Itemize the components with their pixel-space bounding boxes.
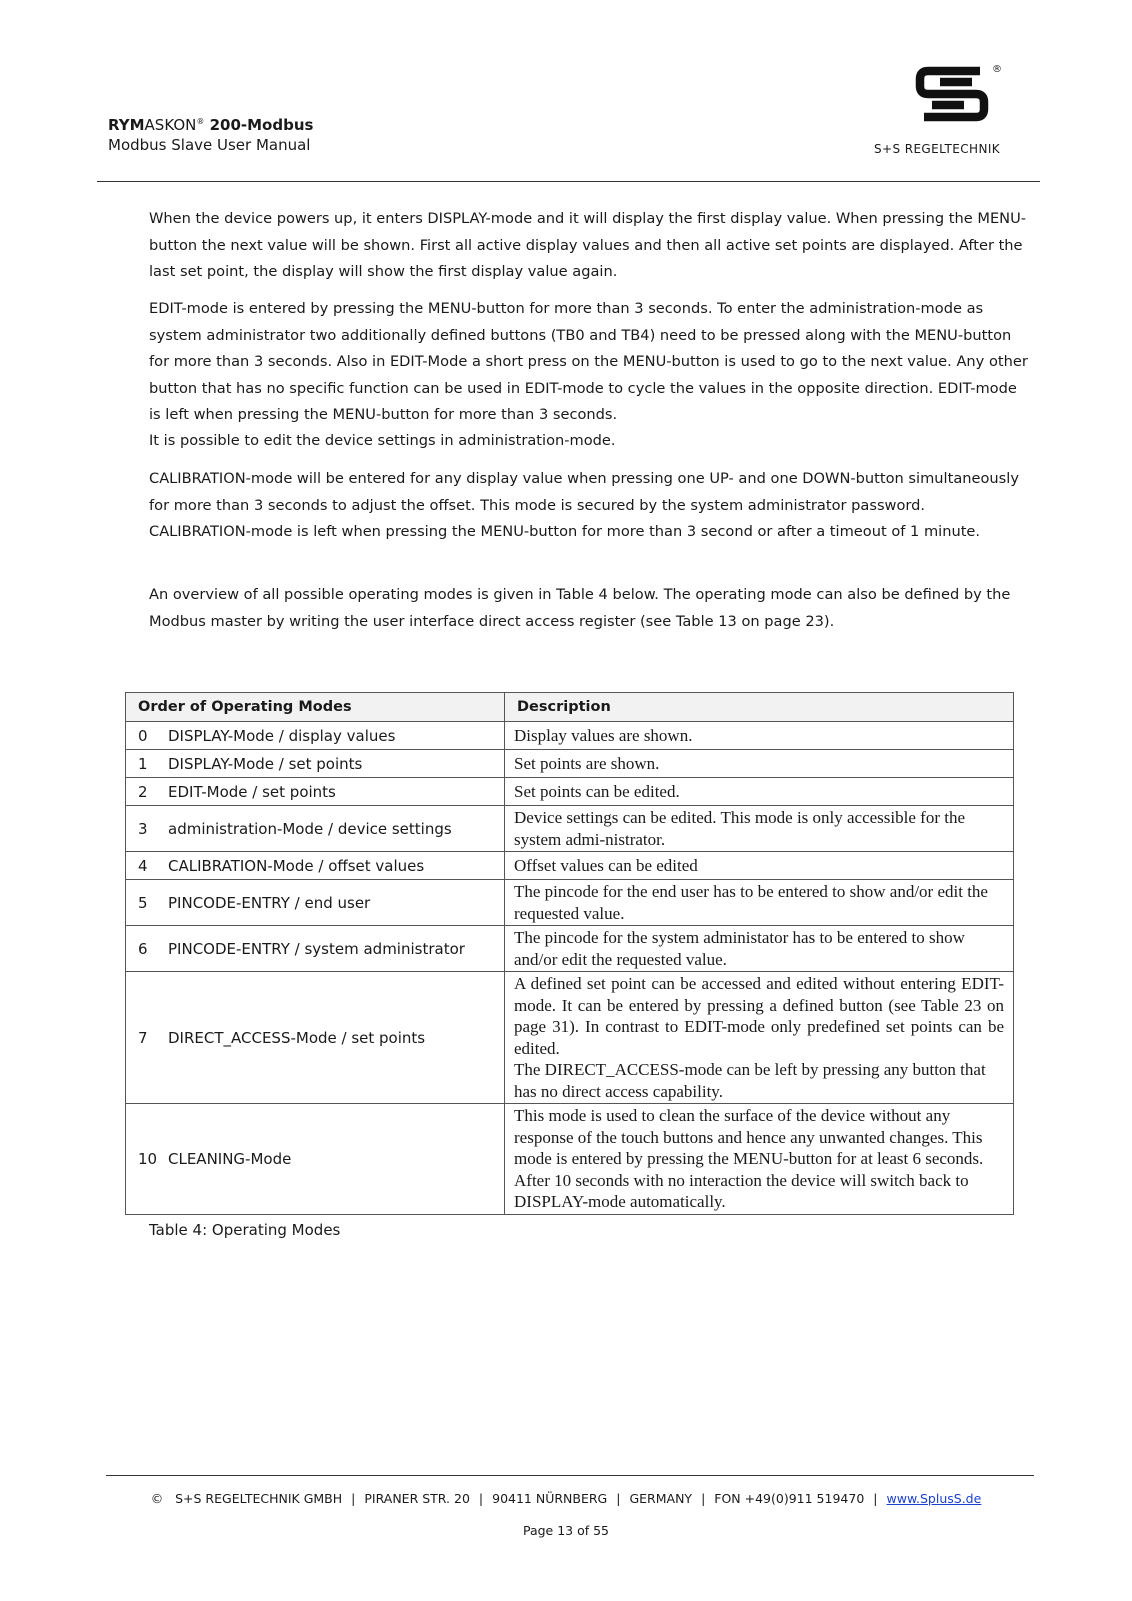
- table-row: [126, 778, 1014, 806]
- company-logo: [874, 62, 1034, 162]
- mode-number: 10: [138, 1149, 158, 1168]
- header-divider: [97, 181, 1040, 182]
- mode-name: administration-Mode / device settings: [168, 819, 452, 838]
- footer-separator: |: [616, 1491, 621, 1506]
- mode-number: 1: [138, 754, 148, 773]
- paragraph-overview: An overview of all possible operating modes is given in Table 4 below. The operating mode can also be defined by the Modbus master by writing the user interface direct access register (see Table 13 on page 23).: [149, 586, 1011, 630]
- mode-description-part2: The DIRECT_ACCESS-mode can be left by pressing any button that has no direct access capability.: [514, 1060, 986, 1101]
- mode-name: PINCODE-ENTRY / end user: [168, 893, 371, 912]
- table-header-row: [126, 693, 1014, 722]
- mode-description: Offset values can be edited: [505, 852, 1014, 880]
- mode-description: [505, 972, 1014, 1104]
- mode-cell: [126, 972, 505, 1104]
- paragraph-display-mode: When the device powers up, it enters DISPLAY-mode and it will display the first display value. When pressing the MENU-button the next value will be shown. First all active display values and then all active set points are displayed. After the last set point, the display will show the first display value again.: [149, 210, 1027, 280]
- mode-description-part1: A defined set point can be accessed and edited without entering EDIT-mode. It can be entered by pressing a defined button (see Table 23 on page 31). In contrast to EDIT-mode only predefined set points can be edited.: [514, 974, 1004, 1058]
- brand-model: 200-Modbus: [204, 116, 314, 134]
- footer-phone: FON +49(0)911 519470: [714, 1491, 865, 1506]
- table-row: [126, 750, 1014, 778]
- mode-description: This mode is used to clean the surface of the device without any response of the touch buttons and hence any unwanted changes. This mode is entered by pressing the MENU-button for at least 6 seconds. After 10 seconds with no interaction the device will switch back to DISPLAY-mode automatically.: [505, 1104, 1014, 1215]
- mode-name: DIRECT_ACCESS-Mode / set points: [168, 1028, 426, 1047]
- mode-number: 3: [138, 819, 148, 838]
- footer-separator: |: [873, 1491, 878, 1506]
- table-row: [126, 926, 1014, 972]
- page-number: Page 13 of 55: [522, 1523, 610, 1538]
- mode-cell: [126, 750, 505, 778]
- table-caption: Table 4: Operating Modes: [149, 1221, 341, 1239]
- mode-description: Display values are shown.: [505, 722, 1014, 750]
- mode-number: 5: [138, 893, 148, 912]
- mode-number: 7: [138, 1028, 148, 1047]
- ss-logo-icon: [914, 62, 990, 126]
- mode-description: Set points can be edited.: [505, 778, 1014, 806]
- mode-cell: [126, 806, 505, 852]
- paragraph-admin-mode: It is possible to edit the device settings in administration-mode.: [149, 432, 616, 449]
- table-row: [126, 1104, 1014, 1215]
- mode-cell: [126, 852, 505, 880]
- mode-cell: [126, 778, 505, 806]
- table-row: [126, 852, 1014, 880]
- paragraph-calibration-mode: CALIBRATION-mode will be entered for any display value when pressing one UP- and one DOWN-button simultaneously for more than 3 seconds to adjust the offset. This mode is secured by the system administrator password. CALIBRATION-mode is left when pressing the MENU-button for more than 3 second or after a timeout of 1 minute.: [149, 470, 1019, 540]
- table-row: [126, 722, 1014, 750]
- copyright-symbol: ©: [150, 1491, 164, 1506]
- operating-modes-table: [125, 692, 1014, 1215]
- footer-country: GERMANY: [629, 1491, 693, 1506]
- table-row: [126, 806, 1014, 852]
- mode-number: 6: [138, 939, 148, 958]
- mode-cell: [126, 722, 505, 750]
- column-header-description: Description: [505, 693, 1014, 722]
- mode-number: 0: [138, 726, 148, 745]
- brand-rym: RYM: [108, 116, 145, 134]
- mode-description: Set points are shown.: [505, 750, 1014, 778]
- mode-cell: [126, 926, 505, 972]
- footer-street: PIRANER STR. 20: [364, 1491, 470, 1506]
- mode-cell: [126, 880, 505, 926]
- mode-name: EDIT-Mode / set points: [168, 782, 336, 801]
- mode-name: CALIBRATION-Mode / offset values: [168, 856, 425, 875]
- footer-city: 90411 NÜRNBERG: [492, 1491, 608, 1506]
- logo-registered-mark: ®: [992, 64, 1002, 75]
- footer-company: S+S REGELTECHNIK GMBH: [175, 1491, 343, 1506]
- mode-name: DISPLAY-Mode / set points: [168, 754, 363, 773]
- mode-number: 4: [138, 856, 148, 875]
- table-row: [126, 972, 1014, 1104]
- mode-name: CLEANING-Mode: [168, 1149, 292, 1168]
- mode-description: The pincode for the system administator has to be entered to show and/or edit the requested value.: [505, 926, 1014, 972]
- logo-text: S+S REGELTECHNIK: [874, 142, 1001, 156]
- mode-description: Device settings can be edited. This mode is only accessible for the system admi-nistrator.: [505, 806, 1014, 852]
- mode-cell: [126, 1104, 505, 1215]
- brand-askon: ASKON: [144, 116, 197, 134]
- table-row: [126, 880, 1014, 926]
- document-title: [108, 112, 313, 135]
- footer-separator: |: [701, 1491, 706, 1506]
- footer-separator: |: [478, 1491, 484, 1506]
- footer-divider: [106, 1475, 1034, 1476]
- paragraph-edit-mode: EDIT-mode is entered by pressing the MENU-button for more than 3 seconds. To enter the administration-mode as system administrator two additionally defined buttons (TB0 and TB4) need to be pressed along with the MENU-button for more than 3 seconds. Also in EDIT-Mode a short press on the MENU-button is used to go to the next value. Any other button that has no specific function can be used in EDIT-mode to cycle the values in the opposite direction. EDIT-mode is left when pressing the MENU-button for more than 3 seconds.: [149, 300, 1028, 423]
- footer-website-link[interactable]: www.SplusS.de: [886, 1491, 982, 1506]
- mode-name: DISPLAY-Mode / display values: [168, 726, 396, 745]
- mode-number: 2: [138, 782, 148, 801]
- page-footer: [0, 1491, 1132, 1506]
- document-subtitle: Modbus Slave User Manual: [108, 136, 311, 154]
- brand-registered-mark: ®: [196, 117, 205, 126]
- footer-separator: |: [351, 1491, 356, 1506]
- mode-name: PINCODE-ENTRY / system administrator: [168, 939, 465, 958]
- mode-description: The pincode for the end user has to be entered to show and/or edit the requested value.: [505, 880, 1014, 926]
- column-header-modes: Order of Operating Modes: [126, 693, 505, 722]
